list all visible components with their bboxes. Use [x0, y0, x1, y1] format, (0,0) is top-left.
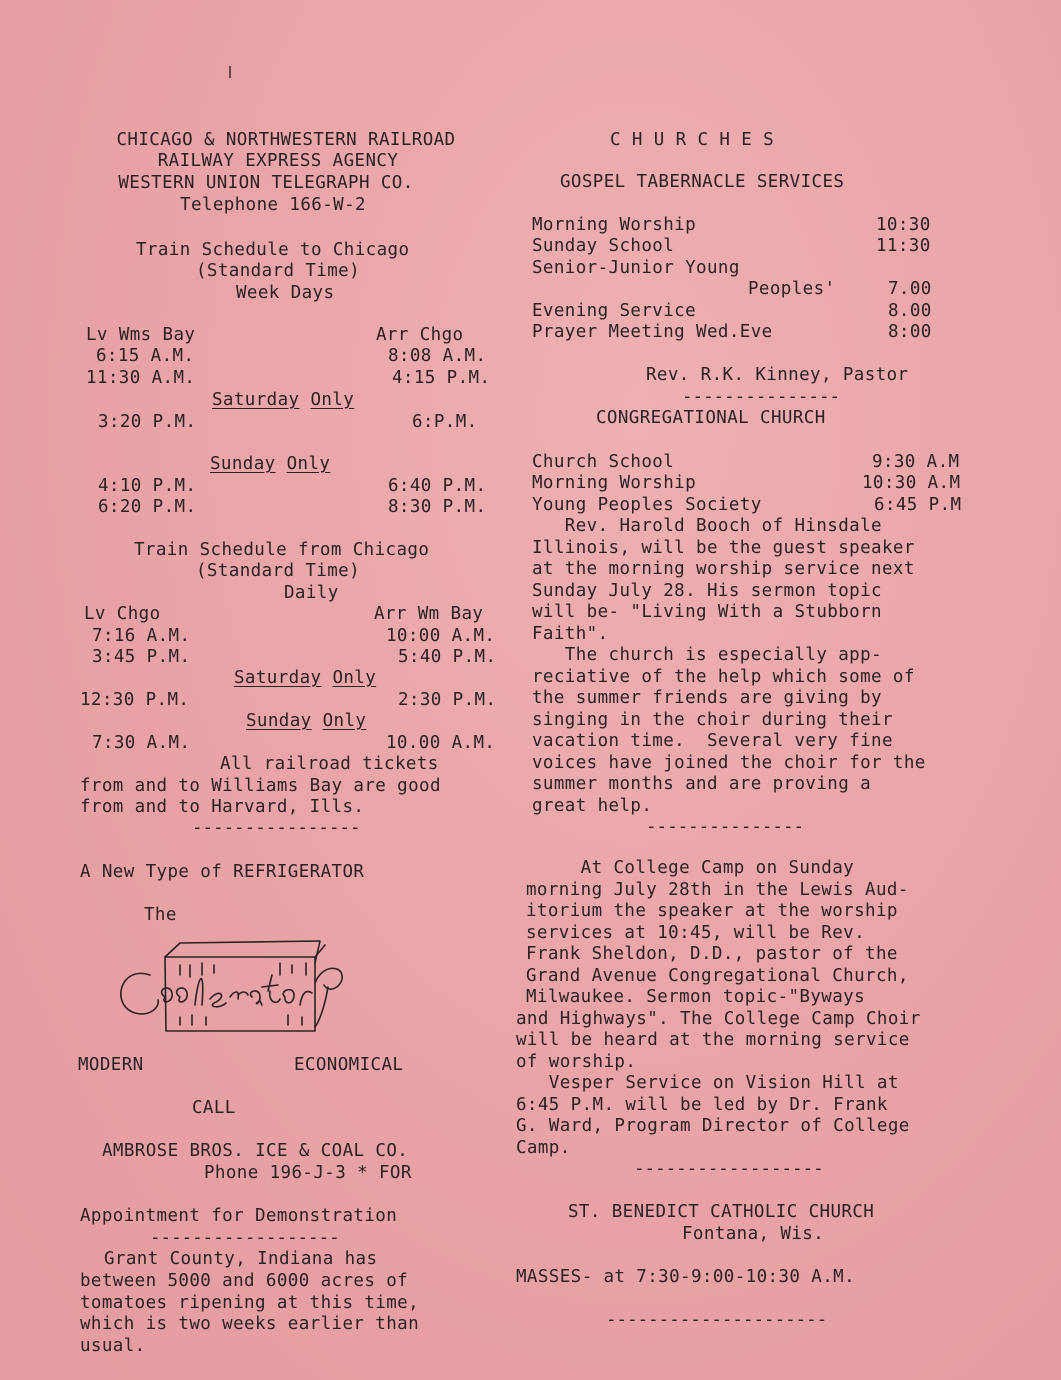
refrigerator-headline: A New Type of REFRIGERATOR	[80, 862, 365, 882]
sunday-only-heading	[210, 454, 330, 476]
sunday-only-heading	[246, 711, 366, 733]
express-agency: RAILWAY EXPRESS AGENCY	[157, 151, 399, 171]
appointment-line: Appointment for Demonstration	[80, 1206, 398, 1226]
paragraph-line: At College Camp on Sunday	[526, 858, 855, 878]
paragraph-line: Frank Sheldon, D.D., pastor of the	[526, 944, 898, 964]
paragraph-line: itorium the speaker at the worship	[526, 901, 898, 921]
schedule-arr: 10:00 A.M.	[386, 626, 496, 646]
only-label: Only	[286, 454, 331, 474]
service-time: 9:30 A.M	[872, 452, 960, 472]
paragraph-line: the summer friends are giving by	[532, 688, 882, 708]
economical-label: ECONOMICAL	[294, 1055, 404, 1075]
col-lv-wms-bay: Lv Wms Bay	[86, 325, 196, 345]
paragraph-line: G. Ward, Program Director of College	[516, 1116, 910, 1136]
service-name: Prayer Meeting Wed.Eve	[532, 322, 773, 342]
schedule-arr: 6:40 P.M.	[388, 476, 487, 496]
telephone-number: Telephone 166-W-2	[180, 195, 366, 215]
service-name: Evening Service	[532, 301, 697, 321]
ice-coal-company: AMBROSE BROS. ICE & COAL CO.	[102, 1141, 409, 1161]
schedule-arr: 5:40 P.M.	[398, 647, 497, 667]
service-time: 7.00	[888, 279, 932, 299]
service-time: 10:30 A.M	[862, 473, 961, 493]
service-name: Morning Worship	[532, 473, 697, 493]
tomatoes-line: which is two weeks earlier than	[80, 1314, 420, 1334]
divider: ---------------	[646, 817, 805, 837]
paragraph-line: will be heard at the morning service	[516, 1030, 910, 1050]
paragraph-line: 6:45 P.M. will be led by Dr. Frank	[516, 1095, 888, 1115]
company-phone: Phone 196-J-3 * FOR	[204, 1163, 412, 1183]
stray-mark	[229, 66, 231, 78]
col-arr-chgo: Arr Chgo	[376, 325, 464, 345]
schedule-lv: 6:15 A.M.	[96, 346, 195, 366]
the-label: The	[144, 905, 177, 925]
col-arr-wm-bay: Arr Wm Bay	[374, 604, 484, 624]
telegraph-company: WESTERN UNION TELEGRAPH CO.	[118, 173, 414, 193]
paragraph-line: great help.	[532, 796, 653, 816]
congregational-title: CONGREGATIONAL CHURCH	[596, 408, 826, 428]
service-time: 8:00	[888, 322, 932, 342]
from-chicago-subtitle: (Standard Time)	[196, 561, 361, 581]
col-lv-chgo: Lv Chgo	[84, 604, 161, 624]
st-benedict-location: Fontana, Wis.	[682, 1224, 825, 1244]
tomatoes-line: between 5000 and 6000 acres of	[80, 1271, 409, 1291]
paragraph-line: Faith".	[532, 624, 609, 644]
divider: ---------------------	[606, 1310, 828, 1330]
to-chicago-subtitle: (Standard Time)	[196, 261, 361, 281]
masses-times: MASSES- at 7:30-9:00-10:30 A.M.	[516, 1267, 856, 1287]
only-label: Only	[332, 668, 377, 688]
from-chicago-title: Train Schedule from Chicago	[134, 540, 430, 560]
schedule-lv: 4:10 P.M.	[98, 476, 197, 496]
schedule-lv: 12:30 P.M.	[80, 690, 190, 710]
paragraph-line: Camp.	[516, 1138, 571, 1158]
schedule-lv: 3:20 P.M.	[98, 412, 197, 432]
modern-label: MODERN	[78, 1055, 144, 1075]
paragraph-line: voices have joined the choir for the	[532, 753, 926, 773]
service-name: Senior-Junior Young	[532, 258, 740, 278]
coolerator-brand-text	[120, 960, 126, 961]
paragraph-line: of worship.	[516, 1052, 637, 1072]
paragraph-line: The church is especially app-	[532, 645, 882, 665]
paragraph-line: morning July 28th in the Lewis Aud-	[526, 880, 909, 900]
tomatoes-line: tomatoes ripening at this time,	[80, 1293, 420, 1313]
schedule-arr: 10.00 A.M.	[386, 733, 496, 753]
churches-heading: C H U R C H E S	[610, 130, 775, 150]
sunday-label: Sunday	[210, 454, 276, 474]
paragraph-line: Sunday July 28. His sermon topic	[532, 581, 882, 601]
schedule-lv: 7:16 A.M.	[92, 626, 191, 646]
schedule-lv: 3:45 P.M.	[92, 647, 191, 667]
service-time: 8.00	[888, 301, 932, 321]
railroad-name: CHICAGO & NORTHWESTERN RAILROAD	[116, 130, 456, 150]
paragraph-line: Grand Avenue Congregational Church,	[526, 966, 909, 986]
coolerator-logo	[110, 935, 360, 1035]
schedule-lv: 6:20 P.M.	[98, 497, 197, 517]
schedule-arr: 4:15 P.M.	[392, 368, 491, 388]
call-label: CALL	[192, 1098, 236, 1118]
service-name: Morning Worship	[532, 215, 697, 235]
paragraph-line: at the morning worship service next	[532, 559, 915, 579]
saturday-only-heading	[234, 668, 376, 690]
schedule-lv: 7:30 A.M.	[92, 733, 191, 753]
paragraph-line: services at 10:45, will be Rev.	[526, 923, 866, 943]
schedule-arr: 8:30 P.M.	[388, 497, 487, 517]
paragraph-line: singing in the choir during their	[532, 710, 893, 730]
gospel-title: GOSPEL TABERNACLE SERVICES	[560, 172, 845, 192]
schedule-arr: 2:30 P.M.	[398, 690, 497, 710]
paragraph-line: Illinois, will be the guest speaker	[532, 538, 915, 558]
tomatoes-line: usual.	[80, 1336, 146, 1356]
paragraph-line: Vesper Service on Vision Hill at	[516, 1073, 899, 1093]
tickets-line: All railroad tickets	[220, 754, 439, 774]
service-time: 6:45 P.M	[874, 495, 962, 515]
divider: ------------------	[634, 1159, 824, 1179]
paragraph-line: will be- "Living With a Stubborn	[532, 602, 882, 622]
service-name-cont: Peoples'	[748, 279, 836, 299]
service-time: 10:30	[876, 215, 931, 235]
schedule-lv: 11:30 A.M.	[86, 368, 196, 388]
tomatoes-line: Grant County, Indiana has	[104, 1249, 378, 1269]
service-time: 11:30	[876, 236, 931, 256]
service-name: Church School	[532, 452, 675, 472]
schedule-arr: 6:P.M.	[412, 412, 478, 432]
paragraph-line: and Highways". The College Camp Choir	[516, 1009, 921, 1029]
paragraph-line: Rev. Harold Booch of Hinsdale	[532, 516, 882, 536]
paragraph-line: Milwaukee. Sermon topic-"Byways	[526, 987, 866, 1007]
gospel-pastor: Rev. R.K. Kinney, Pastor	[646, 365, 909, 385]
divider: ----------------	[192, 818, 361, 838]
only-label: Only	[322, 711, 367, 731]
tickets-line: from and to Williams Bay are good	[80, 776, 441, 796]
schedule-arr: 8:08 A.M.	[388, 346, 487, 366]
saturday-only-heading	[212, 390, 354, 412]
to-chicago-title: Train Schedule to Chicago	[136, 240, 410, 260]
to-chicago-days: Week Days	[236, 283, 335, 303]
divider: ---------------	[682, 387, 841, 407]
paragraph-line: summer months and are proving a	[532, 774, 872, 794]
st-benedict-title: ST. BENEDICT CATHOLIC CHURCH	[568, 1202, 875, 1222]
service-name: Sunday School	[532, 236, 675, 256]
tickets-line: from and to Harvard, Ills.	[80, 797, 365, 817]
paragraph-line: reciative of the help which some of	[532, 667, 915, 687]
saturday-label: Saturday	[212, 390, 300, 410]
only-label: Only	[310, 390, 355, 410]
service-name: Young Peoples Society	[532, 495, 762, 515]
sunday-label: Sunday	[246, 711, 312, 731]
paragraph-line: vacation time. Several very fine	[532, 731, 893, 751]
from-chicago-days: Daily	[284, 583, 339, 603]
saturday-label: Saturday	[234, 668, 322, 688]
divider: ------------------	[150, 1228, 340, 1248]
